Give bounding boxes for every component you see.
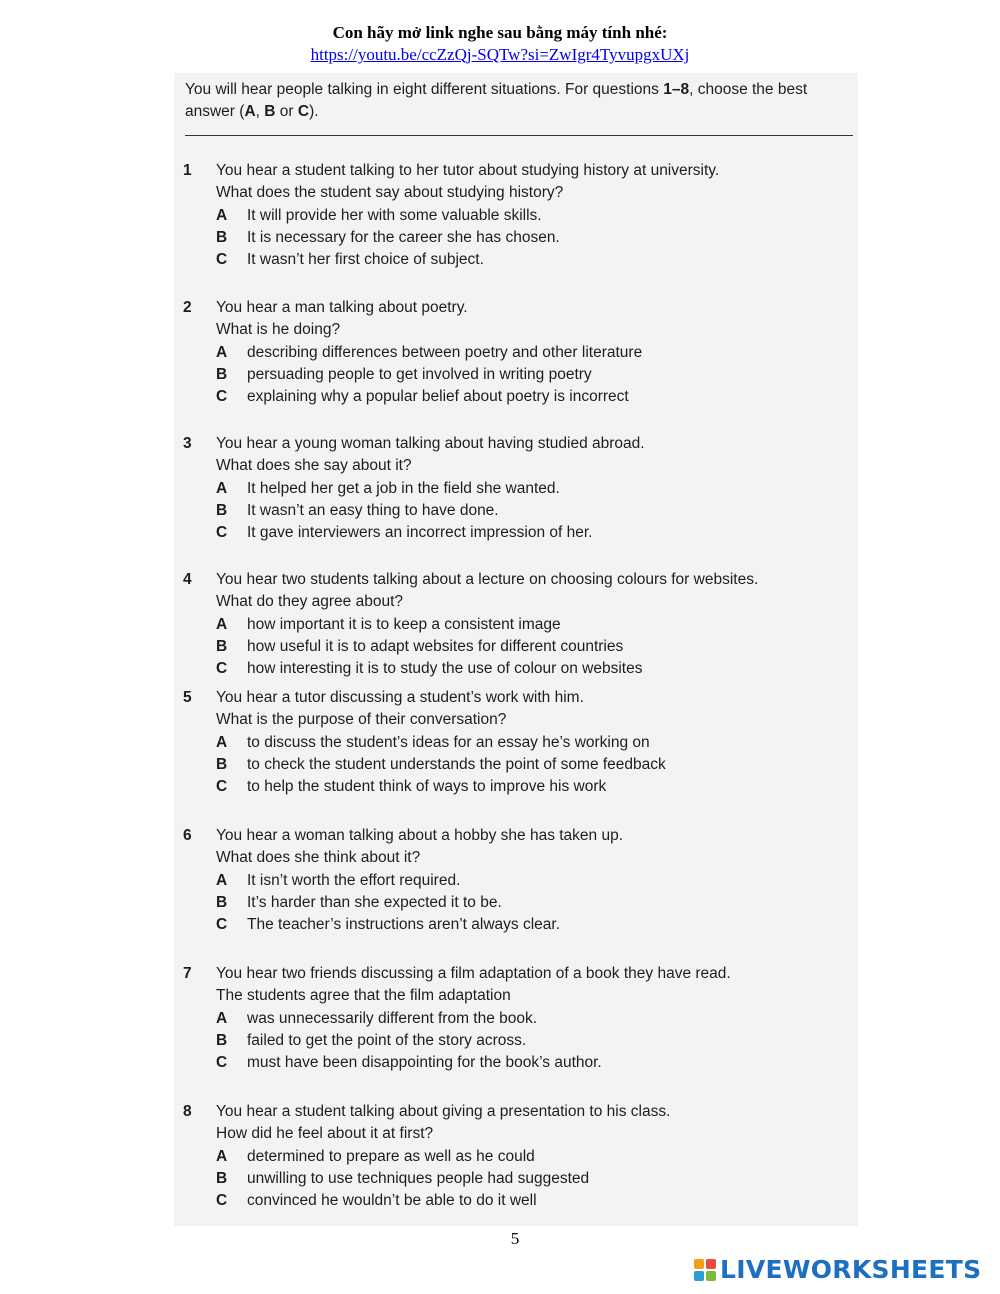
page-header — [0, 22, 1000, 66]
instructions-option-c: C — [297, 103, 310, 120]
question-2 — [183, 297, 863, 408]
question-text: The students agree that the film adaptation — [216, 987, 511, 1005]
option-text: failed to get the point of the story across. — [247, 1031, 527, 1049]
question-prompt — [183, 709, 863, 731]
answer-option — [183, 342, 863, 364]
divider-line — [185, 135, 853, 136]
option-letter: A — [216, 206, 228, 224]
option-text: persuading people to get involved in writing poetry — [247, 365, 592, 383]
option-text: to help the student think of ways to improve his work — [247, 778, 607, 796]
option-text: explaining why a popular belief about poetry is incorrect — [247, 388, 629, 406]
question-text: What does the student say about studying history? — [216, 184, 564, 202]
option-text: how interesting it is to study the use of colour on websites — [247, 660, 643, 678]
instructions — [185, 79, 855, 123]
question-text: You hear two students talking about a lecture on choosing colours for websites. — [216, 571, 759, 588]
option-letter: B — [216, 501, 228, 519]
instructions-option-b: B — [264, 103, 276, 120]
question-stem — [183, 433, 863, 455]
answer-option — [183, 364, 863, 386]
question-text: You hear a man talking about poetry. — [216, 299, 468, 316]
question-number: 1 — [183, 162, 192, 179]
question-prompt — [183, 985, 863, 1007]
option-letter: C — [216, 916, 228, 934]
instructions-option-a: A — [244, 103, 256, 120]
question-text: How did he feel about it at first? — [216, 1125, 434, 1143]
answer-option — [183, 914, 863, 936]
option-text: unwilling to use techniques people had suggested — [247, 1169, 590, 1187]
question-number: 6 — [183, 827, 192, 844]
question-stem — [183, 297, 863, 319]
answer-option — [183, 636, 863, 658]
answer-option — [183, 386, 863, 408]
question-number: 3 — [183, 435, 192, 452]
option-letter: C — [216, 1054, 228, 1072]
answer-option — [183, 1030, 863, 1052]
answer-option — [183, 892, 863, 914]
question-text: You hear a student talking about giving a presentation to his class. — [216, 1103, 671, 1120]
option-letter: C — [216, 660, 228, 678]
question-number: 5 — [183, 689, 192, 706]
question-stem — [183, 963, 863, 985]
option-text: must have been disappointing for the book’s author. — [247, 1054, 602, 1072]
question-number: 4 — [183, 571, 192, 588]
option-letter: B — [216, 893, 228, 911]
instructions-text-2: , choose the best answer ( — [185, 81, 808, 120]
option-text: It wasn’t her first choice of subject. — [247, 251, 484, 269]
answer-option — [183, 1008, 863, 1030]
liveworksheets-logo-icon — [693, 1258, 717, 1282]
answer-option — [183, 658, 863, 680]
answer-option — [183, 249, 863, 271]
option-text: was unnecessarily different from the book. — [247, 1009, 538, 1027]
option-letter: C — [216, 388, 228, 406]
question-7 — [183, 963, 863, 1074]
question-stem — [183, 1101, 863, 1123]
liveworksheets-brand — [693, 1256, 981, 1284]
question-prompt — [183, 319, 863, 341]
question-number: 8 — [183, 1103, 192, 1120]
answer-option — [183, 227, 863, 249]
option-letter: C — [216, 251, 228, 269]
option-letter: A — [216, 871, 228, 889]
instructions-end: ). — [309, 103, 319, 120]
option-letter: A — [216, 1009, 228, 1027]
option-text: It is necessary for the career she has chosen. — [247, 228, 560, 246]
option-text: The teacher’s instructions aren’t always clear. — [247, 916, 561, 934]
answer-option — [183, 732, 863, 754]
answer-option — [183, 478, 863, 500]
option-text: to discuss the student’s ideas for an essay he’s working on — [247, 733, 650, 751]
listening-link[interactable]: https://youtu.be/ccZzQj-SQTw?si=ZwIgr4TyvupgxUXj — [310, 45, 690, 64]
question-6 — [183, 825, 863, 936]
option-letter: B — [216, 1031, 228, 1049]
question-text: You hear a young woman talking about having studied abroad. — [216, 435, 645, 452]
question-stem — [183, 569, 863, 591]
question-text: What is the purpose of their conversation? — [216, 711, 507, 729]
brand-name: LIVEWORKSHEETS — [720, 1255, 982, 1284]
question-prompt — [183, 182, 863, 204]
instructions-text-1: You will hear people talking in eight different situations. For questions — [185, 81, 664, 98]
question-text: You hear a woman talking about a hobby she has taken up. — [216, 827, 624, 844]
option-letter: B — [216, 1169, 228, 1187]
question-stem — [183, 825, 863, 847]
option-text: describing differences between poetry and other literature — [247, 343, 643, 361]
option-letter: B — [216, 365, 228, 383]
option-letter: A — [216, 615, 228, 633]
question-text: What does she say about it? — [216, 457, 412, 475]
option-text: It wasn’t an easy thing to have done. — [247, 501, 499, 519]
question-stem — [183, 687, 863, 709]
answer-option — [183, 870, 863, 892]
question-3 — [183, 433, 863, 544]
question-number: 2 — [183, 299, 192, 316]
header-title: Con hãy mở link nghe sau bằng máy tính nhé: — [332, 23, 668, 42]
option-text: It’s harder than she expected it to be. — [247, 893, 502, 911]
question-prompt — [183, 847, 863, 869]
option-letter: B — [216, 228, 228, 246]
question-text: You hear two friends discussing a film adaptation of a book they have read. — [216, 965, 731, 982]
question-prompt — [183, 455, 863, 477]
question-text: You hear a student talking to her tutor about studying history at university. — [216, 162, 720, 179]
option-letter: A — [216, 343, 228, 361]
answer-option — [183, 776, 863, 798]
answer-option — [183, 1168, 863, 1190]
instructions-or: or — [275, 103, 298, 120]
answer-option — [183, 500, 863, 522]
option-text: It helped her get a job in the field she wanted. — [247, 479, 560, 497]
question-text: What do they agree about? — [216, 593, 403, 611]
question-8 — [183, 1101, 863, 1212]
answer-option — [183, 614, 863, 636]
option-text: It will provide her with some valuable skills. — [247, 206, 542, 224]
option-letter: C — [216, 778, 228, 796]
option-letter: A — [216, 479, 228, 497]
option-letter: B — [216, 637, 228, 655]
option-letter: A — [216, 1147, 228, 1165]
option-text: It isn’t worth the effort required. — [247, 871, 461, 889]
question-number: 7 — [183, 965, 192, 982]
question-stem — [183, 160, 863, 182]
question-prompt — [183, 1123, 863, 1145]
option-letter: C — [216, 524, 228, 542]
option-text: determined to prepare as well as he could — [247, 1147, 535, 1165]
option-letter: A — [216, 733, 228, 751]
question-4 — [183, 569, 863, 680]
instructions-range: 1–8 — [663, 81, 690, 98]
option-text: convinced he wouldn’t be able to do it well — [247, 1192, 537, 1210]
answer-option — [183, 522, 863, 544]
answer-option — [183, 205, 863, 227]
answer-option — [183, 1190, 863, 1212]
instructions-sep: , — [255, 103, 265, 120]
option-text: how useful it is to adapt websites for different countries — [247, 637, 624, 655]
answer-option — [183, 754, 863, 776]
question-prompt — [183, 591, 863, 613]
question-1 — [183, 160, 863, 271]
option-letter: B — [216, 755, 228, 773]
question-text: What does she think about it? — [216, 849, 421, 867]
question-text: You hear a tutor discussing a student’s work with him. — [216, 689, 584, 706]
answer-option — [183, 1146, 863, 1168]
question-text: What is he doing? — [216, 321, 341, 339]
option-letter: C — [216, 1192, 228, 1210]
question-5 — [183, 687, 863, 798]
answer-option — [183, 1052, 863, 1074]
option-text: It gave interviewers an incorrect impression of her. — [247, 524, 593, 542]
option-text: how important it is to keep a consistent image — [247, 615, 561, 633]
option-text: to check the student understands the point of some feedback — [247, 755, 666, 773]
page-number: 5 — [510, 1229, 520, 1248]
